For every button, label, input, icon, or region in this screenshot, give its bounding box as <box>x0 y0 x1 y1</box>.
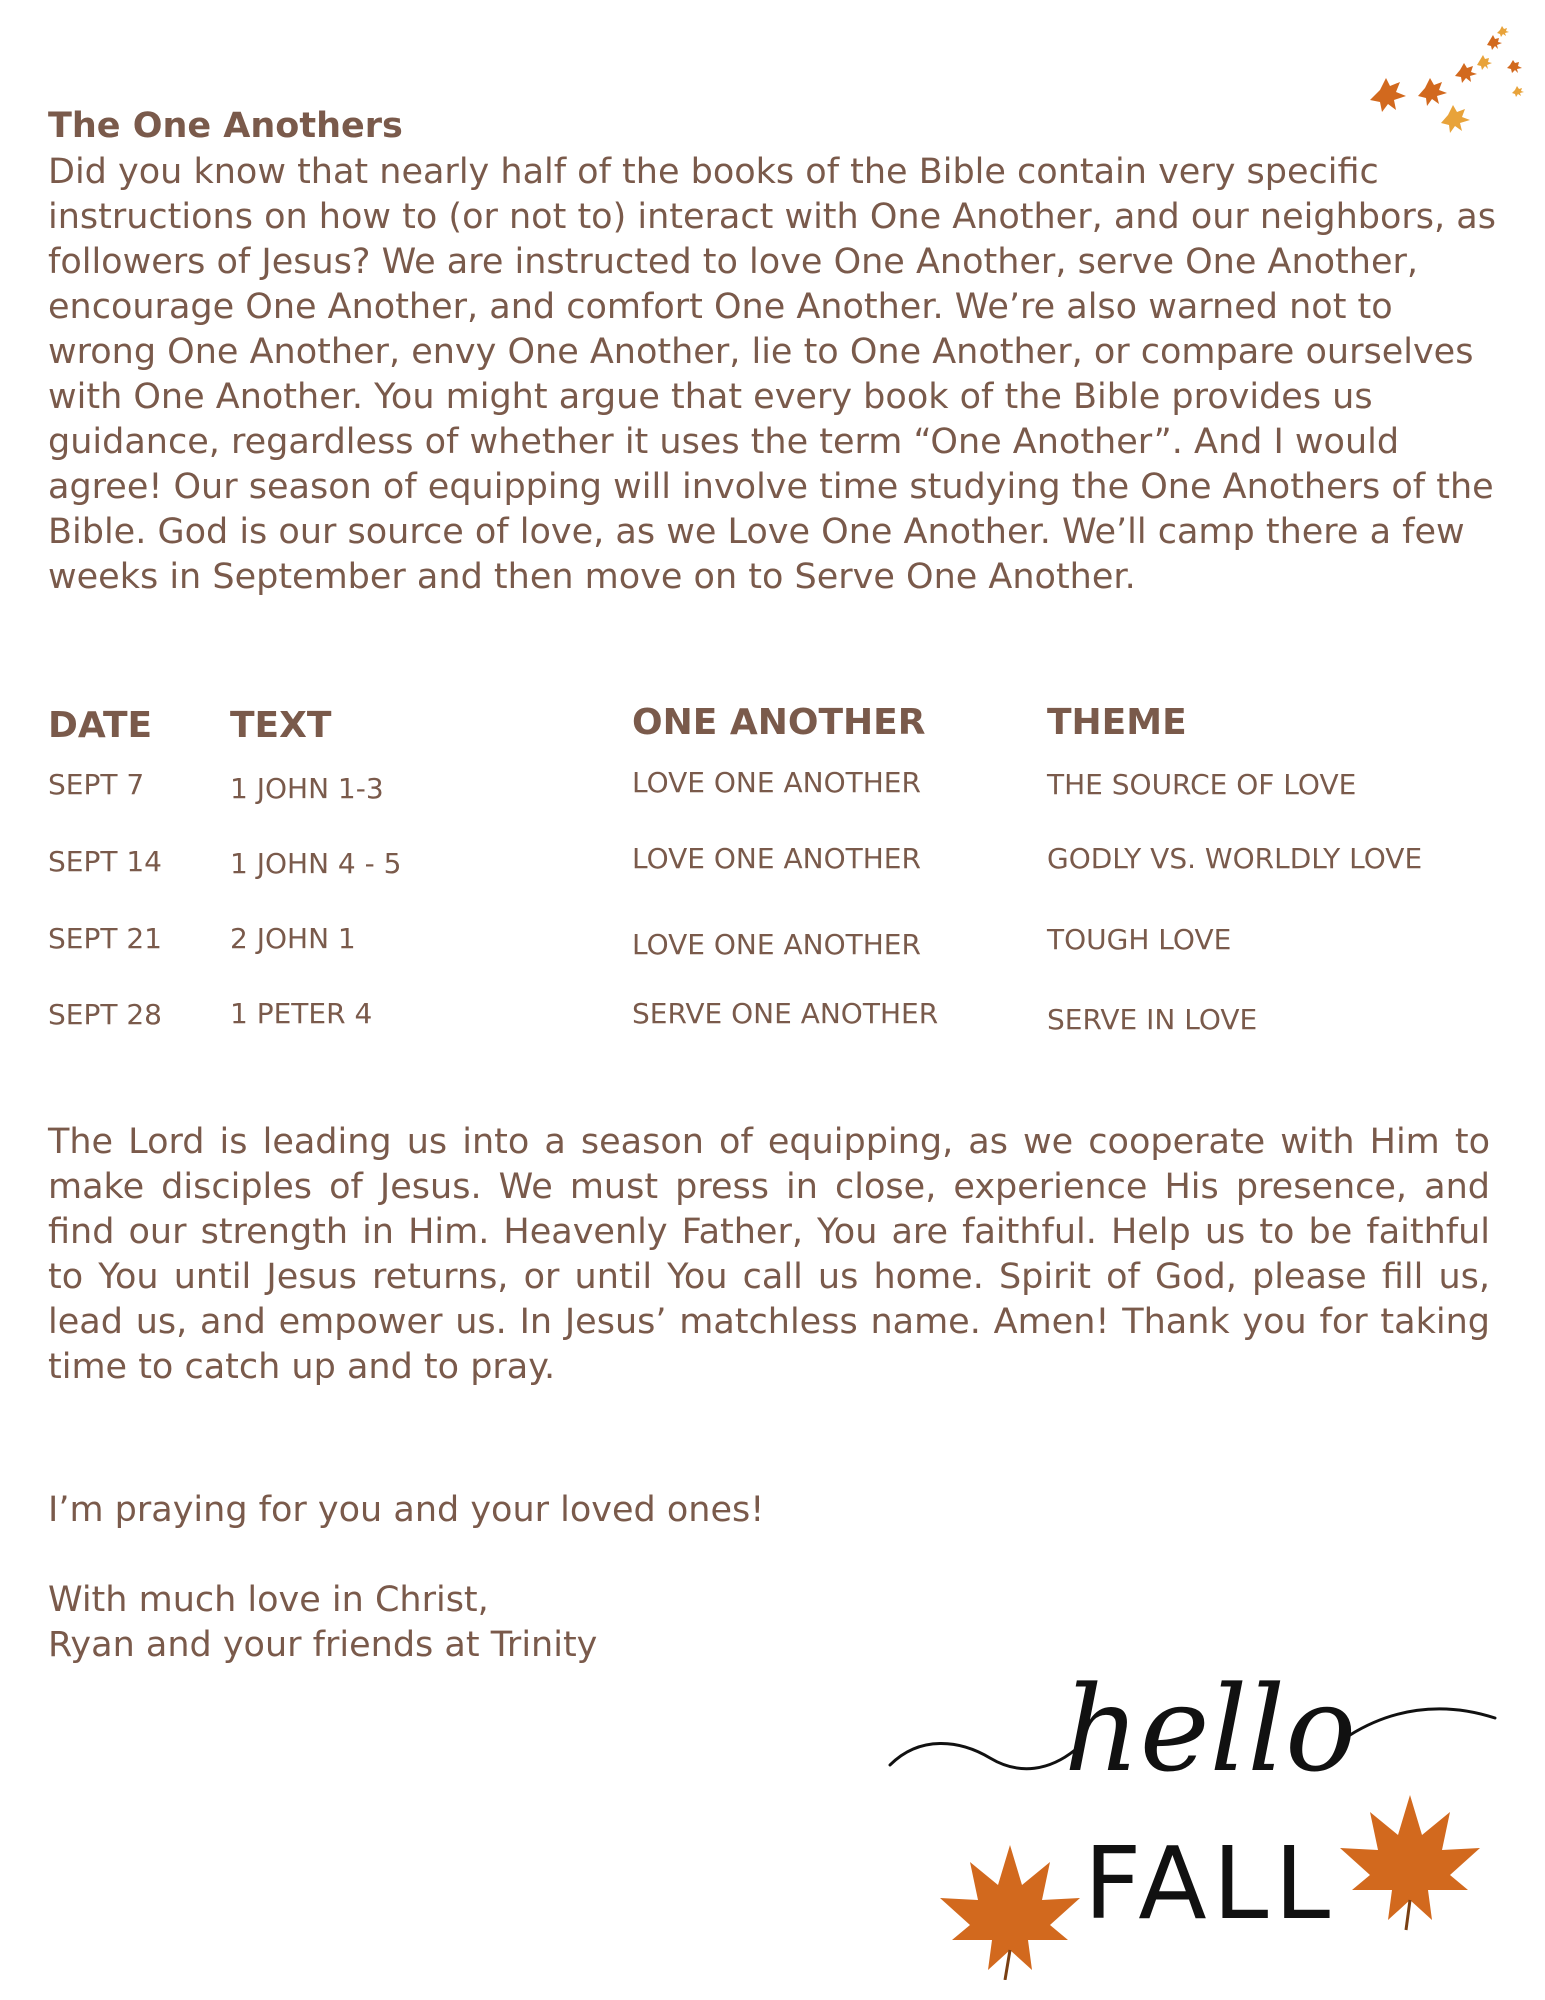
row2-date: SEPT 14 <box>48 845 162 878</box>
row3-one-another: LOVE ONE ANOTHER <box>632 928 921 961</box>
row4-text: 1 PETER 4 <box>230 997 373 1030</box>
row1-theme: THE SOURCE OF LOVE <box>1047 768 1357 801</box>
intro-paragraph: Did you know that nearly half of the books of the Bible contain very specific instructions on how to (or not to) interact with One Another, and our neighbors, as followers of Jesus? We are instructed to love One Another, serve One Another, encourage One Another, and comfort One Another. We’re also warned not to wrong One Another, envy One Another, lie to One Another, or compare ourselves with One Another. You might argue that every book of the Bible provides us guidance, regardless of whether it uses the term “One Another”. And I would agree! Our season of equipping will involve time studying the One Anothers of the Bible. God is our source of love, as we Love One Another. We’ll camp there a few weeks in September and then move on to Serve One Another. <box>48 152 1496 597</box>
row2-one-another: LOVE ONE ANOTHER <box>632 842 921 875</box>
fall-block-text: FALL <box>1083 1825 1337 1942</box>
header-theme: THEME <box>1047 702 1187 743</box>
row4-date: SEPT 28 <box>48 998 162 1031</box>
closing-paragraph: The Lord is leading us into a season of equipping, as we cooperate with Him to make disciples of Jesus. We must press in close, experience His presence, and find our strength in Him. Heavenly Father, You are faithful. Help us to be faithful to You until Jesus returns, or until You call us home. Spirit of God, please fill us, lead us, and empower us. In Jesus’ matchless name. Amen! Thank you for taking time to catch up and to pray. <box>48 1122 1490 1387</box>
signoff-line-1: With much love in Christ, <box>48 1580 489 1620</box>
header-one-another: ONE ANOTHER <box>632 702 926 743</box>
header-date: DATE <box>48 705 153 746</box>
header-text: TEXT <box>230 705 332 746</box>
hello-script-text: hello <box>1063 1660 1357 1798</box>
row3-text: 2 JOHN 1 <box>230 922 356 955</box>
row3-theme: TOUGH LOVE <box>1047 923 1232 956</box>
row2-theme: GODLY VS. WORLDLY LOVE <box>1047 842 1423 875</box>
row2-text: 1 JOHN 4 - 5 <box>230 847 402 880</box>
row4-theme: SERVE IN LOVE <box>1047 1003 1258 1036</box>
row1-text: 1 JOHN 1-3 <box>230 772 384 805</box>
row1-one-another: LOVE ONE ANOTHER <box>632 766 921 799</box>
hello-fall-graphic <box>880 1640 1520 1980</box>
row1-date: SEPT 7 <box>48 768 145 801</box>
maple-leaf-right-icon <box>1340 1795 1480 1930</box>
signoff-line-2: Ryan and your friends at Trinity <box>48 1625 598 1665</box>
row3-date: SEPT 21 <box>48 922 162 955</box>
section-heading: The One Anothers <box>48 106 403 146</box>
praying-line: I’m praying for you and your loved ones! <box>48 1490 765 1530</box>
falling-leaves-icon <box>1340 20 1530 160</box>
row4-one-another: SERVE ONE ANOTHER <box>632 997 939 1030</box>
maple-leaf-left-icon <box>940 1845 1080 1980</box>
